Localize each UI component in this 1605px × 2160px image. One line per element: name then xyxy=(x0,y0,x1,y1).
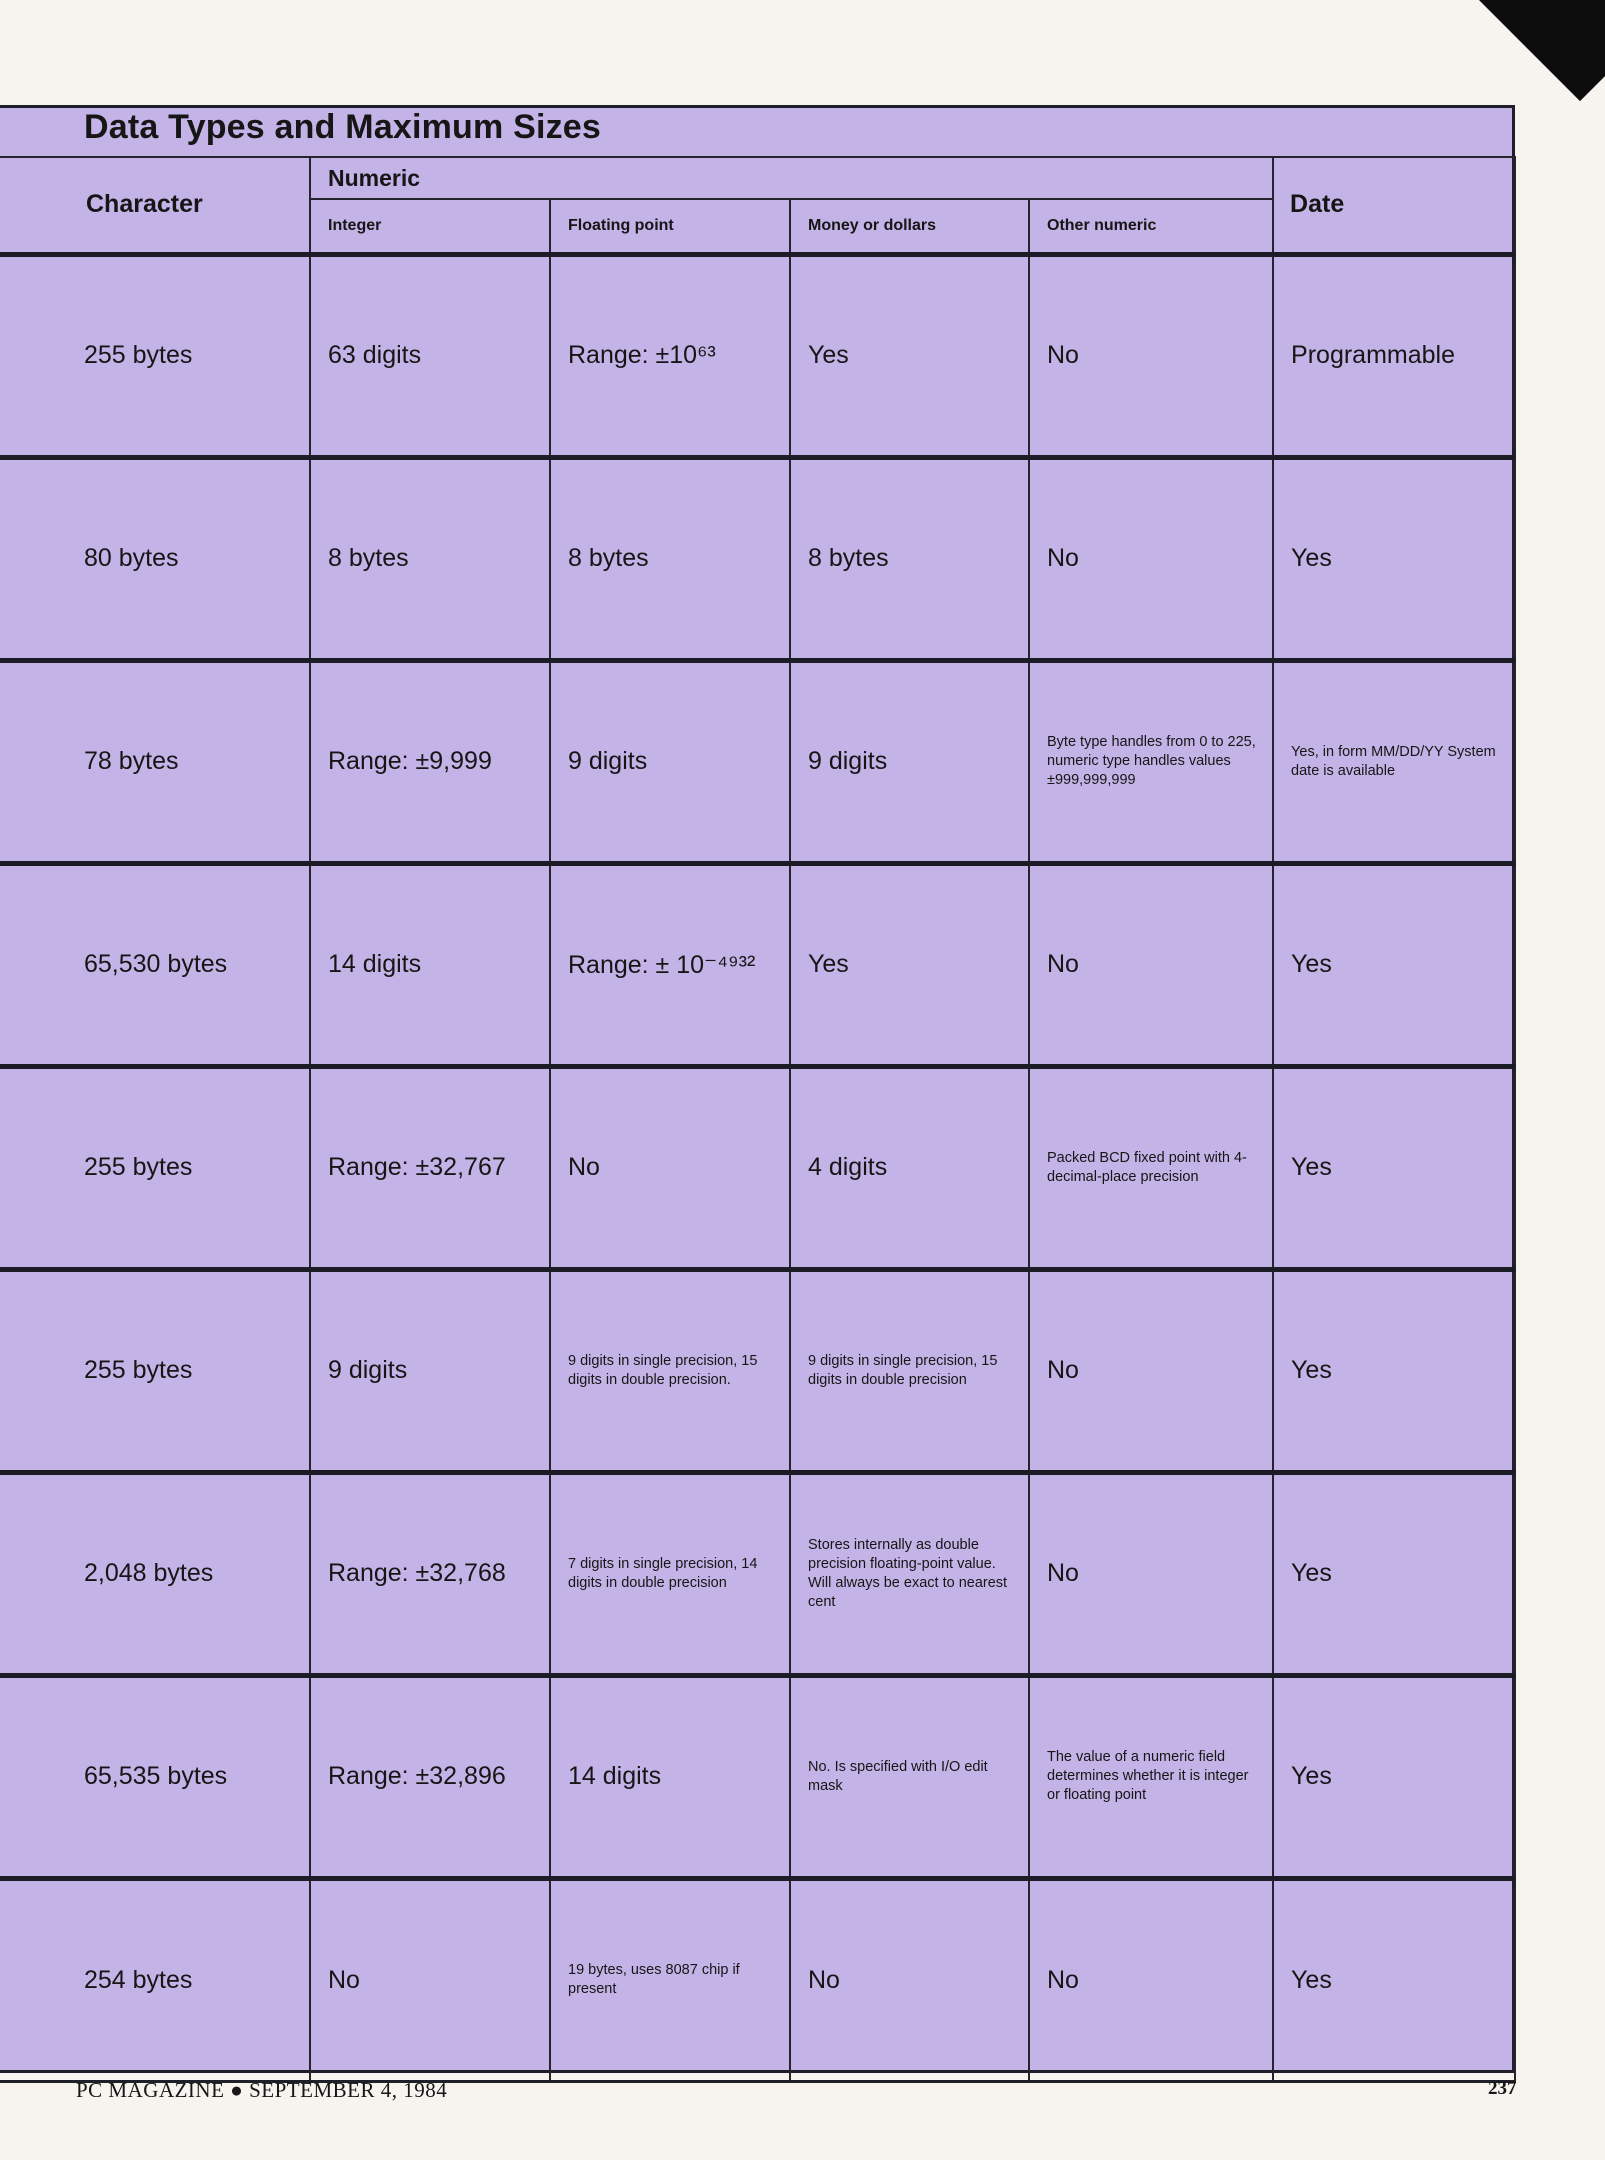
cell-money: 4 digits xyxy=(790,1066,1029,1269)
header-other-numeric: Other numeric xyxy=(1029,199,1273,254)
cell-integer: 8 bytes xyxy=(310,457,550,660)
publication-footer: PC MAGAZINE ● SEPTEMBER 4, 1984 xyxy=(76,2078,448,2102)
header-money: Money or dollars xyxy=(790,199,1029,254)
data-types-table xyxy=(0,156,1516,2083)
header-integer: Integer xyxy=(310,199,550,254)
table-row xyxy=(0,863,1515,1066)
header-character: Character xyxy=(0,157,310,254)
cell-money: Stores internally as double precision floating-point value. Will always be exact to nearest cent xyxy=(790,1472,1029,1675)
header-date: Date xyxy=(1273,157,1515,254)
cell-integer: Range: ±9,999 xyxy=(310,660,550,863)
cell-money: Yes xyxy=(790,254,1029,457)
cell-integer: 63 digits xyxy=(310,254,550,457)
cell-integer: Range: ±32,896 xyxy=(310,1675,550,1878)
cell-other-numeric: No xyxy=(1029,1269,1273,1472)
table-row xyxy=(0,1269,1515,1472)
cell-floating-point: 9 digits xyxy=(550,660,790,863)
page-number: 237 xyxy=(1488,2078,1517,2099)
cell-other-numeric: Byte type handles from 0 to 225, numeric type handles values ±999,999,999 xyxy=(1029,660,1273,863)
cell-other-numeric: No xyxy=(1029,863,1273,1066)
cell-date: Yes xyxy=(1273,1878,1515,2081)
table-row xyxy=(0,457,1515,660)
cell-character: 255 bytes xyxy=(0,1269,310,1472)
table-row xyxy=(0,1878,1515,2081)
table-row xyxy=(0,660,1515,863)
cell-other-numeric: No xyxy=(1029,1878,1273,2081)
table-row xyxy=(0,1675,1515,1878)
cell-other-numeric: No xyxy=(1029,254,1273,457)
cell-floating-point: 19 bytes, uses 8087 chip if present xyxy=(550,1878,790,2081)
cell-integer: 14 digits xyxy=(310,863,550,1066)
cell-date: Yes xyxy=(1273,1472,1515,1675)
cell-other-numeric: No xyxy=(1029,457,1273,660)
cell-date: Yes xyxy=(1273,1269,1515,1472)
header-floating-point: Floating point xyxy=(550,199,790,254)
cell-floating-point: Range: ± 10⁻⁴⁹³² xyxy=(550,863,790,1066)
cell-other-numeric: The value of a numeric field determines whether it is integer or floating point xyxy=(1029,1675,1273,1878)
cell-date: Yes xyxy=(1273,457,1515,660)
cell-floating-point: 7 digits in single precision, 14 digits in double precision xyxy=(550,1472,790,1675)
cell-date: Yes xyxy=(1273,863,1515,1066)
cell-money: Yes xyxy=(790,863,1029,1066)
cell-integer: Range: ±32,767 xyxy=(310,1066,550,1269)
table-row xyxy=(0,1472,1515,1675)
cell-character: 65,535 bytes xyxy=(0,1675,310,1878)
cell-floating-point: No xyxy=(550,1066,790,1269)
cell-date: Programmable xyxy=(1273,254,1515,457)
cell-character: 254 bytes xyxy=(0,1878,310,2081)
cell-date: Yes xyxy=(1273,1675,1515,1878)
cell-other-numeric: Packed BCD fixed point with 4-decimal-place precision xyxy=(1029,1066,1273,1269)
cell-other-numeric: No xyxy=(1029,1472,1273,1675)
cell-character: 255 bytes xyxy=(0,254,310,457)
cell-character: 65,530 bytes xyxy=(0,863,310,1066)
cell-date: Yes, in form MM/DD/YY System date is available xyxy=(1273,660,1515,863)
cell-money: No. Is specified with I/O edit mask xyxy=(790,1675,1029,1878)
cell-character: 78 bytes xyxy=(0,660,310,863)
corner-mark xyxy=(1474,0,1605,101)
header-numeric: Numeric xyxy=(310,157,1273,199)
table-row xyxy=(0,254,1515,457)
cell-floating-point: 9 digits in single precision, 15 digits in double precision. xyxy=(550,1269,790,1472)
cell-integer: Range: ±32,768 xyxy=(310,1472,550,1675)
cell-floating-point: 8 bytes xyxy=(550,457,790,660)
table-row xyxy=(0,1066,1515,1269)
cell-date: Yes xyxy=(1273,1066,1515,1269)
cell-integer: 9 digits xyxy=(310,1269,550,1472)
cell-character: 255 bytes xyxy=(0,1066,310,1269)
cell-character: 80 bytes xyxy=(0,457,310,660)
cell-money: 9 digits xyxy=(790,660,1029,863)
table-title: Data Types and Maximum Sizes xyxy=(84,108,602,146)
cell-money: 8 bytes xyxy=(790,457,1029,660)
cell-integer: No xyxy=(310,1878,550,2081)
cell-floating-point: Range: ±10⁶³ xyxy=(550,254,790,457)
cell-floating-point: 14 digits xyxy=(550,1675,790,1878)
cell-money: No xyxy=(790,1878,1029,2081)
cell-money: 9 digits in single precision, 15 digits in double precision xyxy=(790,1269,1029,1472)
cell-character: 2,048 bytes xyxy=(0,1472,310,1675)
